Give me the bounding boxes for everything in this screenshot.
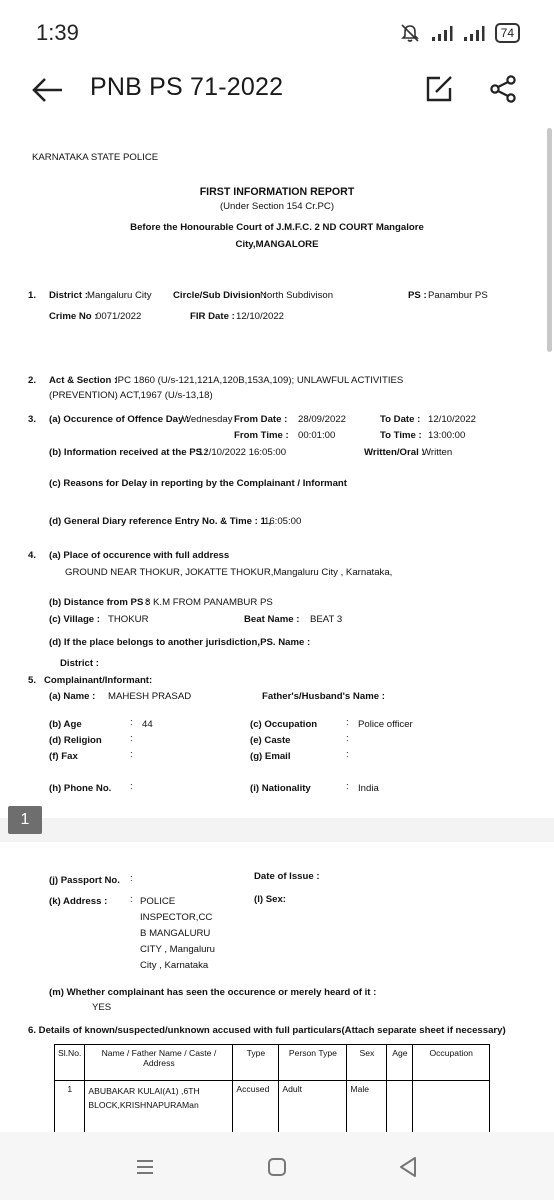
address-line-2: INSPECTOR,CC (140, 912, 213, 923)
navigation-bar (0, 1132, 554, 1200)
ps-value: Panambur PS (428, 290, 488, 301)
jurisdiction-district-label: District : (60, 658, 99, 669)
place-value: GROUND NEAR THOKUR, JOKATTE THOKUR,Mangaluru City , Karnataka, (65, 567, 393, 578)
written-oral-value: Written (422, 447, 453, 458)
name-label: (a) Name : (49, 691, 96, 702)
address-line-1: POLICE (140, 896, 176, 907)
beat-value: BEAT 3 (310, 614, 343, 625)
recent-apps-icon[interactable] (130, 1152, 160, 1182)
occupation-value: Police officer (358, 719, 413, 730)
cell-age (387, 1081, 413, 1133)
act-line-2: (PREVENTION) ACT,1967 (U/s-13,18) (49, 390, 213, 401)
act-label: Act & Section : (49, 375, 118, 386)
crime-label: Crime No : (49, 311, 98, 322)
section-4-number: 4. (28, 550, 37, 561)
beat-label: Beat Name : (244, 614, 300, 625)
passport-label: (j) Passport No. (49, 875, 120, 886)
table-row (55, 1081, 490, 1133)
from-date-label: From Date : (234, 414, 288, 425)
crime-value: 0071/2022 (96, 311, 142, 322)
section-6-heading: 6. Details of known/suspected/unknown accused with full particulars(Attach separate sheet if necessary) (28, 1025, 506, 1036)
date-of-issue-label: Date of Issue : (254, 871, 320, 882)
app-bar (0, 64, 554, 116)
page-gap (0, 818, 554, 842)
back-icon[interactable] (393, 1152, 423, 1182)
pdf-page-2 (0, 842, 554, 1132)
religion-colon: : (130, 733, 133, 744)
address-line-3: B MANGALURU (140, 928, 211, 939)
fax-colon: : (130, 749, 133, 760)
circle-value: North Subdivison (260, 290, 334, 301)
cell-type: Accused (233, 1081, 279, 1133)
complainant-heading: Complainant/Informant: (44, 675, 153, 686)
col-person-type: Person Type (279, 1045, 347, 1081)
address-label: (k) Address : (49, 896, 108, 907)
phone-colon: : (130, 781, 133, 792)
col-occupation: Occupation (413, 1045, 490, 1081)
report-title: FIRST INFORMATION REPORT (199, 186, 355, 198)
act-line-1: IPC 1860 (U/s-121,121A,120B,153A,109); UNLAWFUL ACTIVITIES (115, 375, 404, 386)
report-section: (Under Section 154 Cr.PC) (219, 201, 335, 212)
page-number-badge: 1 (8, 806, 42, 834)
religion-label: (d) Religion (49, 735, 102, 746)
signal-icon-2 (463, 24, 485, 42)
delay-reasons-label: (c) Reasons for Delay in reporting by the Complainant / Informant (49, 478, 347, 489)
age-value: 44 (142, 719, 153, 730)
offence-day-label: (a) Occurence of Offence Day : (49, 414, 190, 425)
vibrate-mute-icon (399, 23, 421, 43)
cell-person-type: Adult (279, 1081, 347, 1133)
to-date-value: 12/10/2022 (428, 414, 477, 425)
col-name: Name / Father Name / Caste / Address (85, 1045, 233, 1081)
accused-table (54, 1044, 490, 1132)
share-icon[interactable] (488, 74, 518, 104)
diary-entry-label: (d) General Diary reference Entry No. & Time : 1 , (49, 516, 272, 527)
info-received-value: 12/10/2022 16:05:00 (198, 447, 287, 458)
edit-icon[interactable] (424, 74, 454, 104)
status-time: 1:39 (36, 20, 79, 45)
to-date-label: To Date : (380, 414, 421, 425)
caste-label: (e) Caste (250, 735, 291, 746)
cell-occupation (413, 1081, 490, 1133)
caste-colon: : (346, 733, 349, 744)
fir-date-value: 12/10/2022 (236, 311, 285, 322)
scrollbar-thumb[interactable] (547, 128, 552, 352)
witnessed-value: YES (92, 1002, 112, 1013)
fax-label: (f) Fax (49, 751, 78, 762)
cell-sex: Male (347, 1081, 387, 1133)
passport-colon: : (130, 873, 133, 884)
distance-label: (b) Distance from PS : (49, 597, 150, 608)
col-sex: Sex (347, 1045, 387, 1081)
jurisdiction-label: (d) If the place belongs to another jurisdiction,PS. Name : (49, 637, 311, 648)
fir-date-label: FIR Date : (190, 311, 235, 322)
father-name-label: Father's/Husband's Name : (262, 691, 385, 702)
back-arrow-icon[interactable] (30, 74, 66, 106)
court-line-2: City,MANGALORE (235, 239, 319, 250)
village-label: (c) Village : (49, 614, 101, 625)
signal-icon (431, 24, 453, 42)
document-title: PNB PS 71-2022 (90, 73, 284, 101)
diary-entry-time: 16:05:00 (264, 516, 302, 527)
district-label: District : (49, 290, 88, 301)
written-oral-label: Written/Oral : (364, 447, 425, 458)
to-time-value: 13:00:00 (428, 430, 466, 441)
court-line-1: Before the Honourable Court of J.M.F.C. 2 ND COURT Mangalore (130, 222, 424, 233)
email-colon: : (346, 749, 349, 760)
battery-icon: 74 (495, 23, 520, 43)
section-3-number: 3. (28, 414, 37, 425)
sex-label: (l) Sex: (254, 894, 286, 905)
status-icons (399, 22, 520, 44)
pdf-page-1 (0, 128, 554, 818)
nationality-value: India (358, 783, 379, 794)
name-value: MAHESH PRASAD (108, 691, 192, 702)
home-icon[interactable] (262, 1152, 292, 1182)
accused-table-header (55, 1045, 490, 1081)
from-time-label: From Time : (234, 430, 289, 441)
age-label: (b) Age (49, 719, 82, 730)
occupation-label: (c) Occupation (250, 719, 318, 730)
nationality-label: (i) Nationality (250, 783, 311, 794)
witnessed-label: (m) Whether complainant has seen the occurence or merely heard of it : (49, 987, 377, 998)
district-value: Mangaluru City (87, 290, 152, 301)
info-received-label: (b) Information received at the PS : (49, 447, 208, 458)
ps-label: PS : (408, 290, 427, 301)
village-value: THOKUR (108, 614, 149, 625)
phone-label: (h) Phone No. (49, 783, 112, 794)
address-colon: : (130, 894, 133, 905)
from-date-value: 28/09/2022 (298, 414, 347, 425)
to-time-label: To Time : (380, 430, 422, 441)
cell-name: ABUBAKAR KULAI(A1) ,6TH BLOCK,KRISHNAPURAMan (85, 1081, 233, 1133)
col-type: Type (233, 1045, 279, 1081)
section-1-number: 1. (28, 290, 37, 301)
offence-day-value: Wednesday (182, 414, 233, 425)
place-label: (a) Place of occurence with full address (49, 550, 230, 561)
address-line-4: CITY , Mangaluru (140, 944, 216, 955)
address-line-5: City , Karnataka (140, 960, 209, 971)
nationality-colon: : (346, 781, 349, 792)
cell-sl: 1 (55, 1081, 85, 1133)
age-colon: : (130, 717, 133, 728)
section-2-number: 2. (28, 375, 37, 386)
occupation-colon: : (346, 717, 349, 728)
status-bar (0, 0, 554, 64)
email-label: (g) Email (250, 751, 291, 762)
circle-label: Circle/Sub Division : (173, 290, 267, 301)
distance-value: 8 K.M FROM PANAMBUR PS (145, 597, 273, 608)
org-name: KARNATAKA STATE POLICE (32, 152, 159, 163)
from-time-value: 00:01:00 (298, 430, 336, 441)
col-sl-no: Sl.No. (55, 1045, 85, 1081)
section-5-number: 5. (28, 675, 37, 686)
col-age: Age (387, 1045, 413, 1081)
